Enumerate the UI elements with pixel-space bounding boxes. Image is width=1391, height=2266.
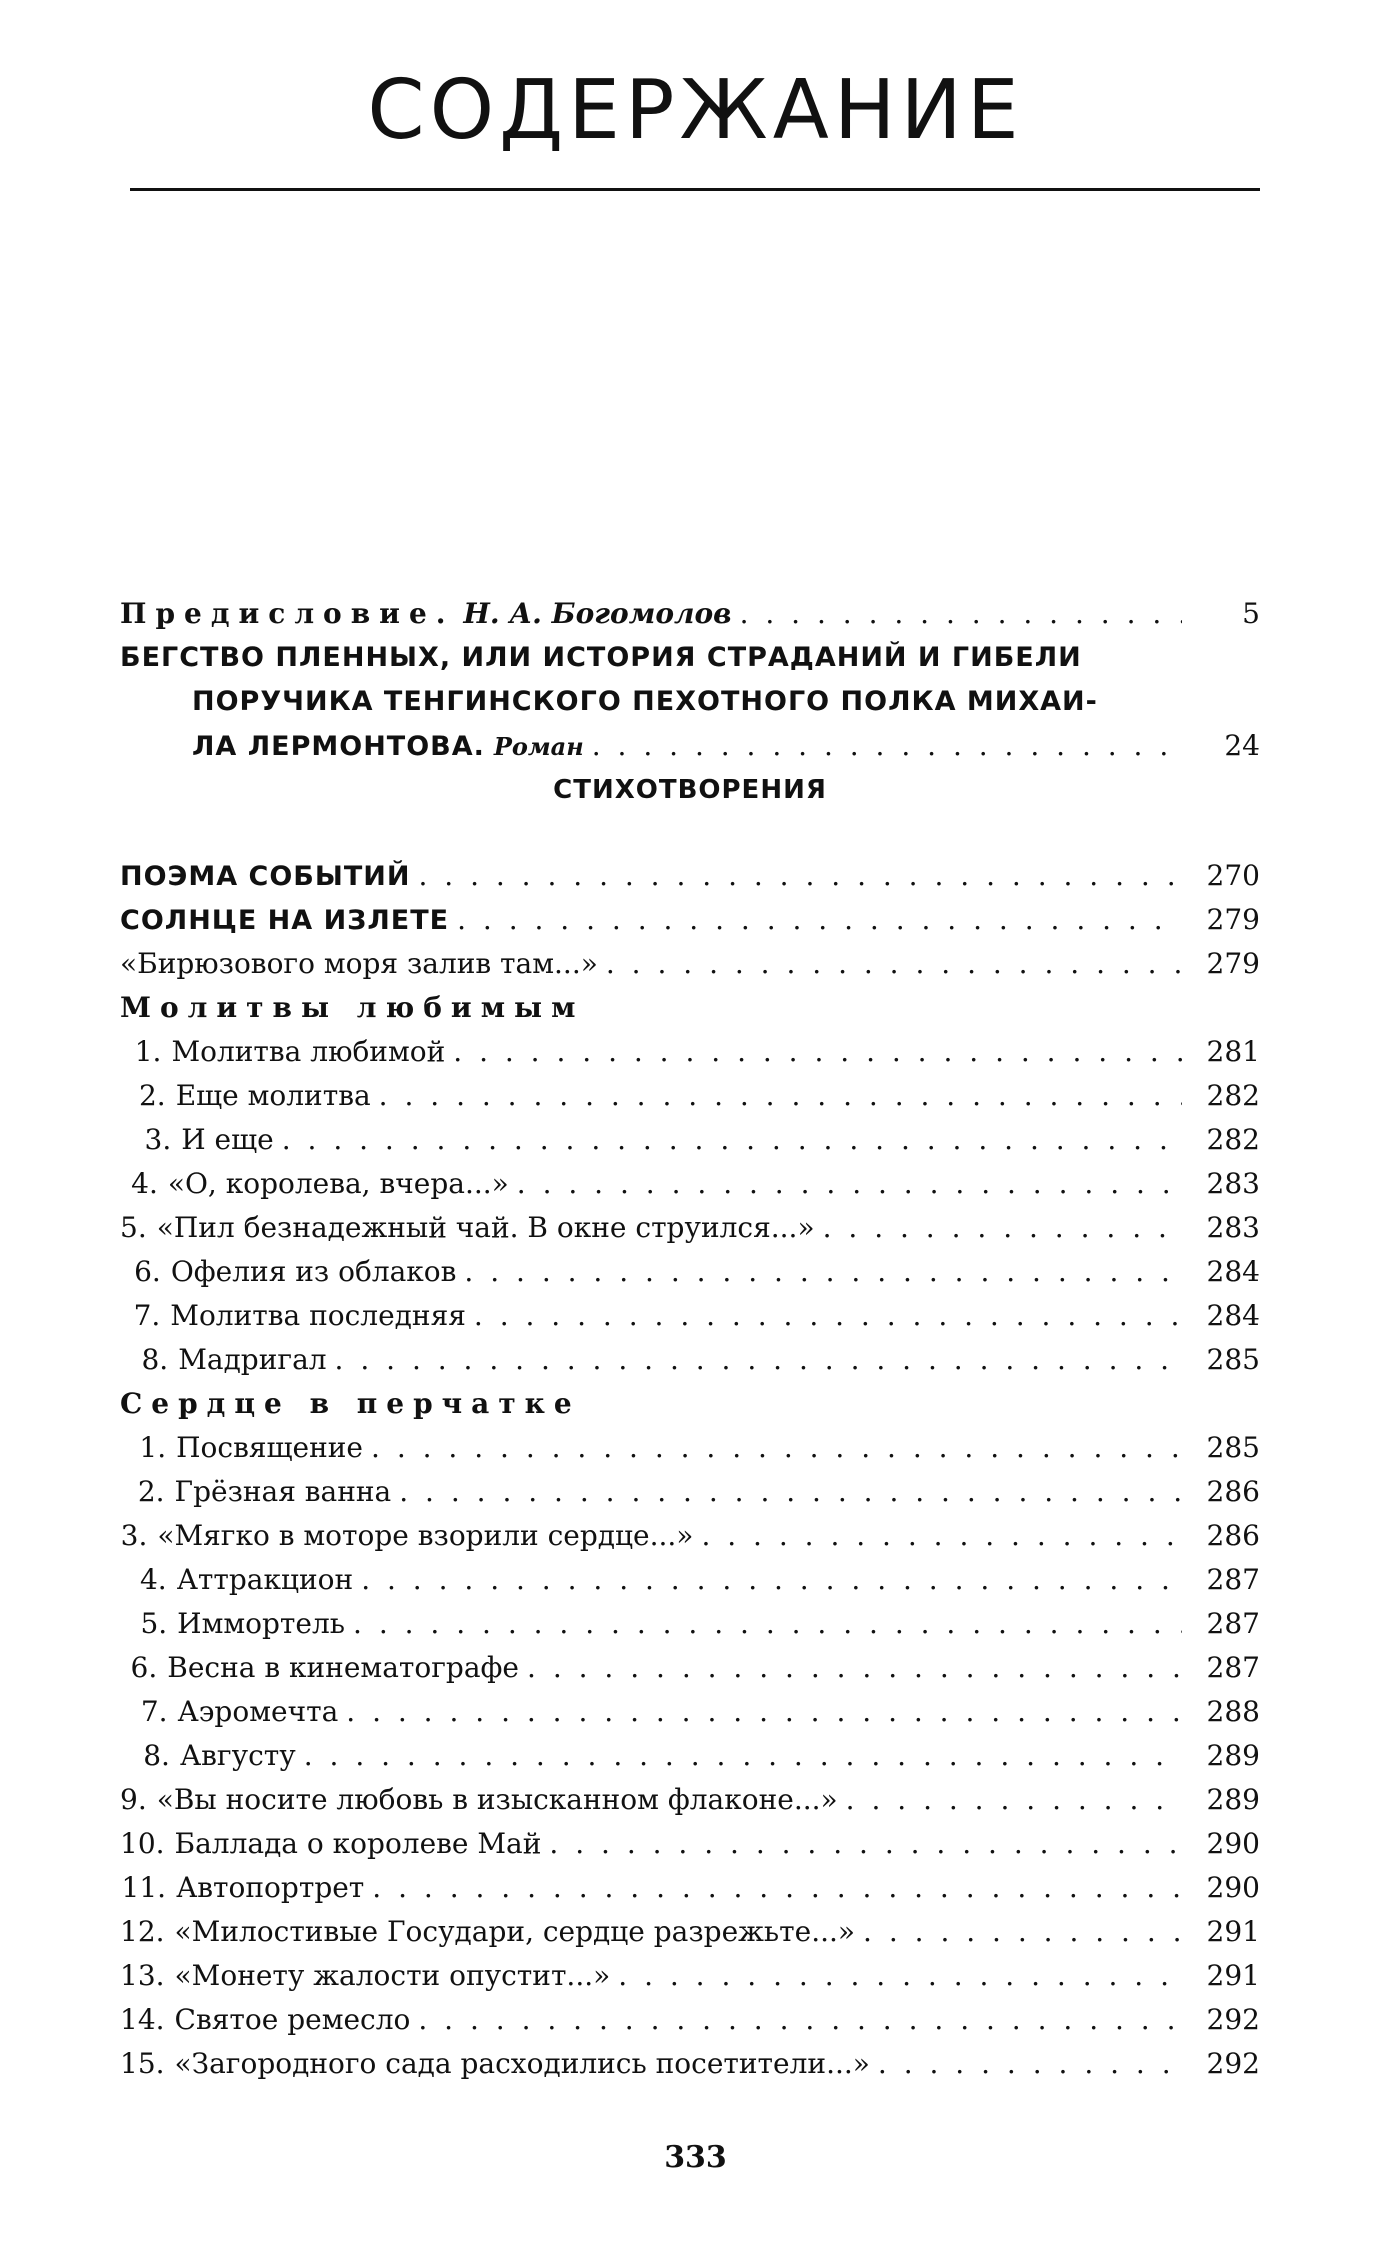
dot-leader bbox=[353, 1602, 1182, 1646]
toc-entry[interactable] bbox=[120, 1030, 1260, 1074]
dot-leader bbox=[464, 1250, 1182, 1294]
page-ref: 284 bbox=[1206, 1255, 1260, 1288]
dot-leader bbox=[399, 1470, 1182, 1514]
toc-entry[interactable] bbox=[120, 1734, 1260, 1778]
entry-title: «Загородного сада расходились посетители...» bbox=[174, 2047, 870, 2080]
toc-entry-novel-line2[interactable] bbox=[120, 680, 1260, 724]
entry-number: 15. bbox=[120, 2047, 165, 2080]
dot-leader bbox=[606, 942, 1182, 986]
entry-number: 2. bbox=[138, 1079, 166, 1112]
entry-number: 4. bbox=[139, 1563, 167, 1596]
novel-entry-text bbox=[192, 724, 584, 769]
dot-leader bbox=[618, 1954, 1182, 1998]
dot-leader bbox=[346, 1690, 1182, 1734]
entry-number: 13. bbox=[120, 1959, 165, 1992]
toc-entry[interactable] bbox=[120, 1822, 1260, 1866]
toc-entry[interactable] bbox=[120, 1426, 1260, 1470]
page-ref: 286 bbox=[1206, 1519, 1260, 1552]
page-ref: 287 bbox=[1206, 1563, 1260, 1596]
page-number: 333 bbox=[664, 2140, 727, 2175]
page-ref: 281 bbox=[1206, 1035, 1260, 1068]
page-ref: 291 bbox=[1206, 1959, 1260, 1992]
page-ref: 285 bbox=[1206, 1431, 1260, 1464]
page-ref: 291 bbox=[1206, 1915, 1260, 1948]
entry-title: Аттракцион bbox=[176, 1563, 354, 1596]
entry-title: ПОЭМА СОБЫТИЙ bbox=[120, 861, 411, 892]
page-ref: 279 bbox=[1206, 947, 1260, 980]
toc-entry[interactable] bbox=[120, 1206, 1260, 1250]
entry-number: 11. bbox=[121, 1871, 167, 1904]
dot-leader bbox=[823, 1206, 1182, 1250]
cycle2-list bbox=[120, 1426, 1260, 2086]
entry-number: 4. bbox=[131, 1167, 158, 1200]
entry-number: 6. bbox=[134, 1255, 161, 1288]
entry-number: 6. bbox=[130, 1651, 158, 1684]
entry-number: 10. bbox=[120, 1827, 165, 1860]
entry-title: «Монету жалости опустит...» bbox=[174, 1959, 611, 1992]
entry-title: «Мягко в моторе взорили сердце...» bbox=[157, 1519, 694, 1552]
entry-title: «О, королева, вчера...» bbox=[167, 1167, 509, 1200]
toc-entry[interactable] bbox=[120, 942, 1260, 986]
toc-entry[interactable] bbox=[120, 1998, 1260, 2042]
entry-title: «Вы носите любовь в изысканном флаконе...» bbox=[156, 1783, 838, 1816]
cycle-heading bbox=[120, 1382, 1260, 1426]
page-ref: 279 bbox=[1206, 903, 1260, 936]
page-ref: 284 bbox=[1206, 1299, 1260, 1332]
entry-number: 3. bbox=[120, 1519, 148, 1552]
toc-entry[interactable] bbox=[120, 1514, 1260, 1558]
page-ref: 285 bbox=[1206, 1343, 1260, 1376]
novel-title-line3: ЛА ЛЕРМОНТОВА. bbox=[192, 731, 485, 762]
page-ref: 290 bbox=[1206, 1827, 1260, 1860]
toc-entry[interactable] bbox=[120, 1778, 1260, 1822]
toc-entry[interactable] bbox=[120, 1470, 1260, 1514]
entry-title: Молитва любимой bbox=[171, 1035, 446, 1068]
dot-leader bbox=[371, 1426, 1182, 1470]
section-spacer bbox=[120, 812, 1260, 854]
entry-title: Еще молитва bbox=[175, 1079, 371, 1112]
toc-entry[interactable] bbox=[120, 1074, 1260, 1118]
dot-leader bbox=[457, 898, 1182, 942]
preface-entry-text bbox=[120, 592, 732, 636]
toc-entry[interactable] bbox=[120, 2042, 1260, 2086]
entry-title: Баллада о королеве Май bbox=[174, 1827, 542, 1860]
page-ref: 290 bbox=[1206, 1871, 1260, 1904]
dot-leader bbox=[418, 854, 1182, 898]
page-ref: 289 bbox=[1206, 1739, 1260, 1772]
entry-title: Молитва последняя bbox=[170, 1299, 466, 1332]
dot-leader bbox=[304, 1734, 1182, 1778]
toc-entry[interactable] bbox=[120, 1250, 1260, 1294]
cycle1-list bbox=[120, 1030, 1260, 1382]
entry-title: Посвящение bbox=[176, 1431, 364, 1464]
novel-title-line2: ПОРУЧИКА ТЕНГИНСКОГО ПЕХОТНОГО ПОЛКА МИХАИ- bbox=[192, 686, 1098, 717]
entry-title: Августу bbox=[179, 1739, 296, 1772]
toc-entry[interactable] bbox=[120, 1558, 1260, 1602]
entry-title: Святое ремесло bbox=[174, 2003, 411, 2036]
cycle-title: Сердце в перчатке bbox=[120, 1387, 581, 1420]
entry-number: 7. bbox=[140, 1695, 168, 1728]
dot-leader bbox=[372, 1866, 1182, 1910]
toc-entry[interactable] bbox=[120, 1162, 1260, 1206]
entry-title: Офелия из облаков bbox=[170, 1255, 457, 1288]
dot-leader bbox=[474, 1294, 1182, 1338]
dot-leader bbox=[453, 1030, 1182, 1074]
toc-entry[interactable] bbox=[120, 1690, 1260, 1734]
page-ref: 5 bbox=[1242, 597, 1260, 630]
dot-leader bbox=[740, 592, 1182, 636]
page-ref: 288 bbox=[1206, 1695, 1260, 1728]
dot-leader bbox=[846, 1778, 1182, 1822]
entry-title: «Пил безнадежный чай. В окне струился...» bbox=[156, 1211, 815, 1244]
entry-title: Иммортель bbox=[177, 1607, 346, 1640]
dot-leader bbox=[379, 1074, 1182, 1118]
novel-genre: Роман bbox=[493, 732, 584, 761]
page-ref: 292 bbox=[1206, 2047, 1260, 2080]
entry-number: 2. bbox=[137, 1475, 165, 1508]
toc-entry[interactable] bbox=[120, 1602, 1260, 1646]
entry-number: 12. bbox=[120, 1915, 165, 1948]
toc-entry-preface[interactable] bbox=[120, 592, 1260, 636]
dot-leader bbox=[863, 1910, 1182, 1954]
toc-entry[interactable] bbox=[120, 1338, 1260, 1382]
entry-number: 7. bbox=[133, 1299, 161, 1332]
entry-number: 3. bbox=[144, 1123, 172, 1156]
dot-leader bbox=[701, 1514, 1182, 1558]
page-ref: 286 bbox=[1206, 1475, 1260, 1508]
entry-number: 9. bbox=[120, 1783, 147, 1816]
page-ref: 287 bbox=[1206, 1651, 1260, 1684]
dot-leader bbox=[282, 1118, 1182, 1162]
dot-leader bbox=[517, 1162, 1182, 1206]
entry-title: Автопортрет bbox=[176, 1871, 365, 1904]
dot-leader bbox=[592, 724, 1182, 768]
entry-title: Грёзная ванна bbox=[174, 1475, 392, 1508]
toc-entry[interactable] bbox=[120, 1866, 1260, 1910]
page-title: СОДЕРЖАНИЕ bbox=[367, 63, 1024, 158]
table-of-contents bbox=[120, 592, 1260, 2086]
entry-number: 1. bbox=[139, 1431, 167, 1464]
toc-entry[interactable] bbox=[120, 1910, 1260, 1954]
page-ref: 292 bbox=[1206, 2003, 1260, 2036]
entry-number: 8. bbox=[143, 1739, 170, 1772]
page-ref: 24 bbox=[1224, 729, 1260, 762]
toc-entry[interactable] bbox=[120, 1294, 1260, 1338]
entry-title: СОЛНЦЕ НА ИЗЛЕТЕ bbox=[120, 905, 450, 936]
dot-leader bbox=[878, 2042, 1182, 2086]
page-ref: 270 bbox=[1206, 859, 1260, 892]
toc-entry[interactable] bbox=[120, 854, 1260, 898]
toc-entry-novel-line1[interactable] bbox=[120, 636, 1260, 680]
dot-leader bbox=[549, 1822, 1182, 1866]
section-heading-poems: СТИХОТВОРЕНИЯ bbox=[553, 775, 827, 805]
cycle-title: Молитвы любимым bbox=[120, 991, 585, 1024]
entry-title: Аэромечта bbox=[177, 1695, 339, 1728]
toc-entry[interactable] bbox=[120, 1954, 1260, 1998]
entry-title: Мадригал bbox=[178, 1343, 327, 1376]
toc-entry[interactable] bbox=[120, 898, 1260, 942]
novel-title-line1: БЕГСТВО ПЛЕННЫХ, ИЛИ ИСТОРИЯ СТРАДАНИЙ И ГИБЕЛИ bbox=[120, 642, 1082, 673]
entry-number: 5. bbox=[140, 1607, 168, 1640]
dot-leader bbox=[418, 1998, 1182, 2042]
page-ref: 287 bbox=[1206, 1607, 1260, 1640]
entry-title: «Милостивые Государи, сердце разрежьте...» bbox=[174, 1915, 856, 1948]
title-rule bbox=[130, 188, 1260, 191]
dot-leader bbox=[335, 1338, 1182, 1382]
page-ref: 283 bbox=[1206, 1167, 1260, 1200]
entry-number: 5. bbox=[120, 1211, 147, 1244]
preface-author: Н. А. Богомолов bbox=[463, 597, 732, 630]
cycle-heading bbox=[120, 986, 1260, 1030]
toc-entry[interactable] bbox=[120, 1118, 1260, 1162]
entry-number: 8. bbox=[141, 1343, 169, 1376]
dot-leader bbox=[361, 1558, 1182, 1602]
page-ref: 283 bbox=[1206, 1211, 1260, 1244]
preface-label: Предисловие. bbox=[120, 597, 455, 630]
page-ref: 282 bbox=[1206, 1079, 1260, 1112]
entry-title: «Бирюзового моря залив там...» bbox=[120, 947, 598, 980]
dot-leader bbox=[527, 1646, 1182, 1690]
page-ref: 282 bbox=[1206, 1123, 1260, 1156]
entry-number: 14. bbox=[120, 2003, 165, 2036]
entry-title: И еще bbox=[181, 1123, 274, 1156]
entry-number: 1. bbox=[134, 1035, 162, 1068]
entry-title: Весна в кинематографе bbox=[167, 1651, 520, 1684]
toc-entry-novel-line3[interactable] bbox=[120, 724, 1260, 768]
toc-entry[interactable] bbox=[120, 1646, 1260, 1690]
page-ref: 289 bbox=[1206, 1783, 1260, 1816]
